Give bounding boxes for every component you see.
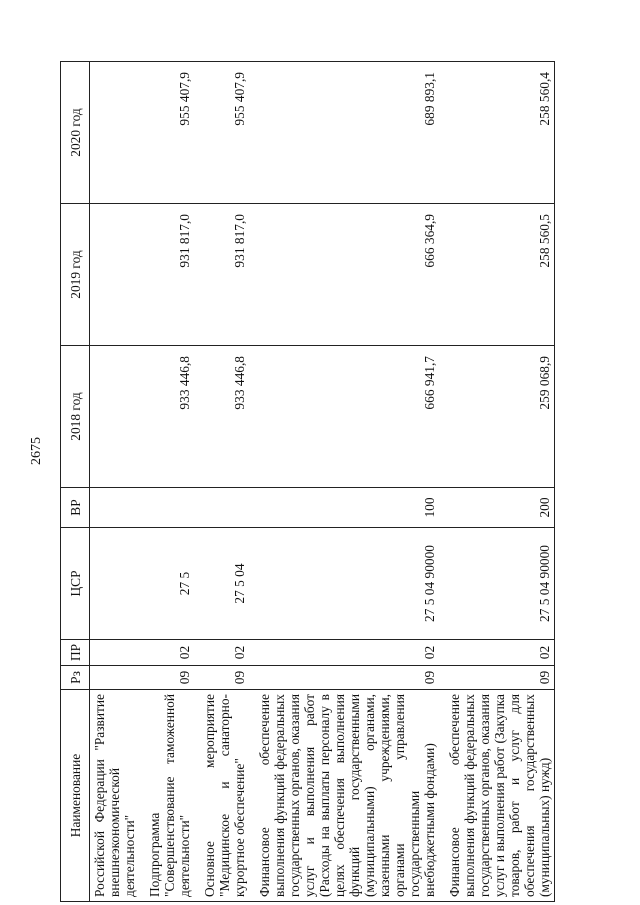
table-row (445, 62, 555, 902)
header-csr: ЦСР (61, 528, 90, 640)
row-csr: 27 5 (145, 528, 200, 640)
header-rz: Рз (61, 666, 90, 690)
header-vr: ВР (61, 488, 90, 528)
header-name: Наименование (61, 690, 90, 902)
row-vr: 100 (255, 488, 445, 528)
row-2020 (90, 62, 146, 204)
row-vr (145, 488, 200, 528)
row-pr: 02 (445, 640, 555, 666)
row-2018: 259 068,9 (445, 346, 555, 488)
row-2019: 931 817,0 (145, 204, 200, 346)
row-name: Финансовое обеспечение выполнения функций федеральных государственных органов, оказания услуг и выполнения работ (Закупка товаров, работ и услуг для обеспечения государственных (муниципальных) нужд) (445, 690, 555, 902)
row-csr: 27 5 04 90000 (445, 528, 555, 640)
row-rz: 09 (445, 666, 555, 690)
row-2020: 955 407,9 (200, 62, 255, 204)
row-vr (90, 488, 146, 528)
row-name: Финансовое обеспечение выполнения функций федеральных государственных органов, оказания услуг и выполнения работ (Расходы на выплаты персоналу в целях обеспечения выполнения функций государственными (муниципальными) органами, казенными учреждениями, органами управления государственными внебюджетными фондами) (255, 690, 445, 902)
row-2018: 666 941,7 (255, 346, 445, 488)
table-row (90, 62, 146, 902)
row-2020: 955 407,9 (145, 62, 200, 204)
row-2019 (90, 204, 146, 346)
row-vr: 200 (445, 488, 555, 528)
row-2019: 666 364,9 (255, 204, 445, 346)
budget-table-rotated (60, 62, 580, 902)
row-csr: 27 5 04 90000 (255, 528, 445, 640)
page-number: 2675 (29, 437, 44, 465)
row-2019: 931 817,0 (200, 204, 255, 346)
row-name: Подпрограмма "Совершенствование таможенной деятельности" (145, 690, 200, 902)
header-pr: ПР (61, 640, 90, 666)
header-2019: 2019 год (61, 204, 90, 346)
header-2020: 2020 год (61, 62, 90, 204)
row-2020: 258 560,4 (445, 62, 555, 204)
row-pr (90, 640, 146, 666)
row-2018 (90, 346, 146, 488)
row-csr: 27 5 04 (200, 528, 255, 640)
row-pr: 02 (145, 640, 200, 666)
table-row (145, 62, 200, 902)
row-2018: 933 446,8 (145, 346, 200, 488)
row-rz (90, 666, 146, 690)
row-rz: 09 (145, 666, 200, 690)
table-row (255, 62, 445, 902)
row-name: Основное мероприятие "Медицинское и санаторно-курортное обеспечение" (200, 690, 255, 902)
row-2019: 258 560,5 (445, 204, 555, 346)
row-2020: 689 893,1 (255, 62, 445, 204)
row-rz: 09 (255, 666, 445, 690)
row-csr (90, 528, 146, 640)
row-2018: 933 446,8 (200, 346, 255, 488)
row-pr: 02 (200, 640, 255, 666)
table-row (200, 62, 255, 902)
table-header-row (61, 62, 90, 902)
row-rz: 09 (200, 666, 255, 690)
header-2018: 2018 год (61, 346, 90, 488)
row-name: Российской Федерации "Развитие внешнеэкономической деятельности" (90, 690, 146, 902)
row-pr: 02 (255, 640, 445, 666)
budget-table (60, 61, 555, 902)
row-vr (200, 488, 255, 528)
